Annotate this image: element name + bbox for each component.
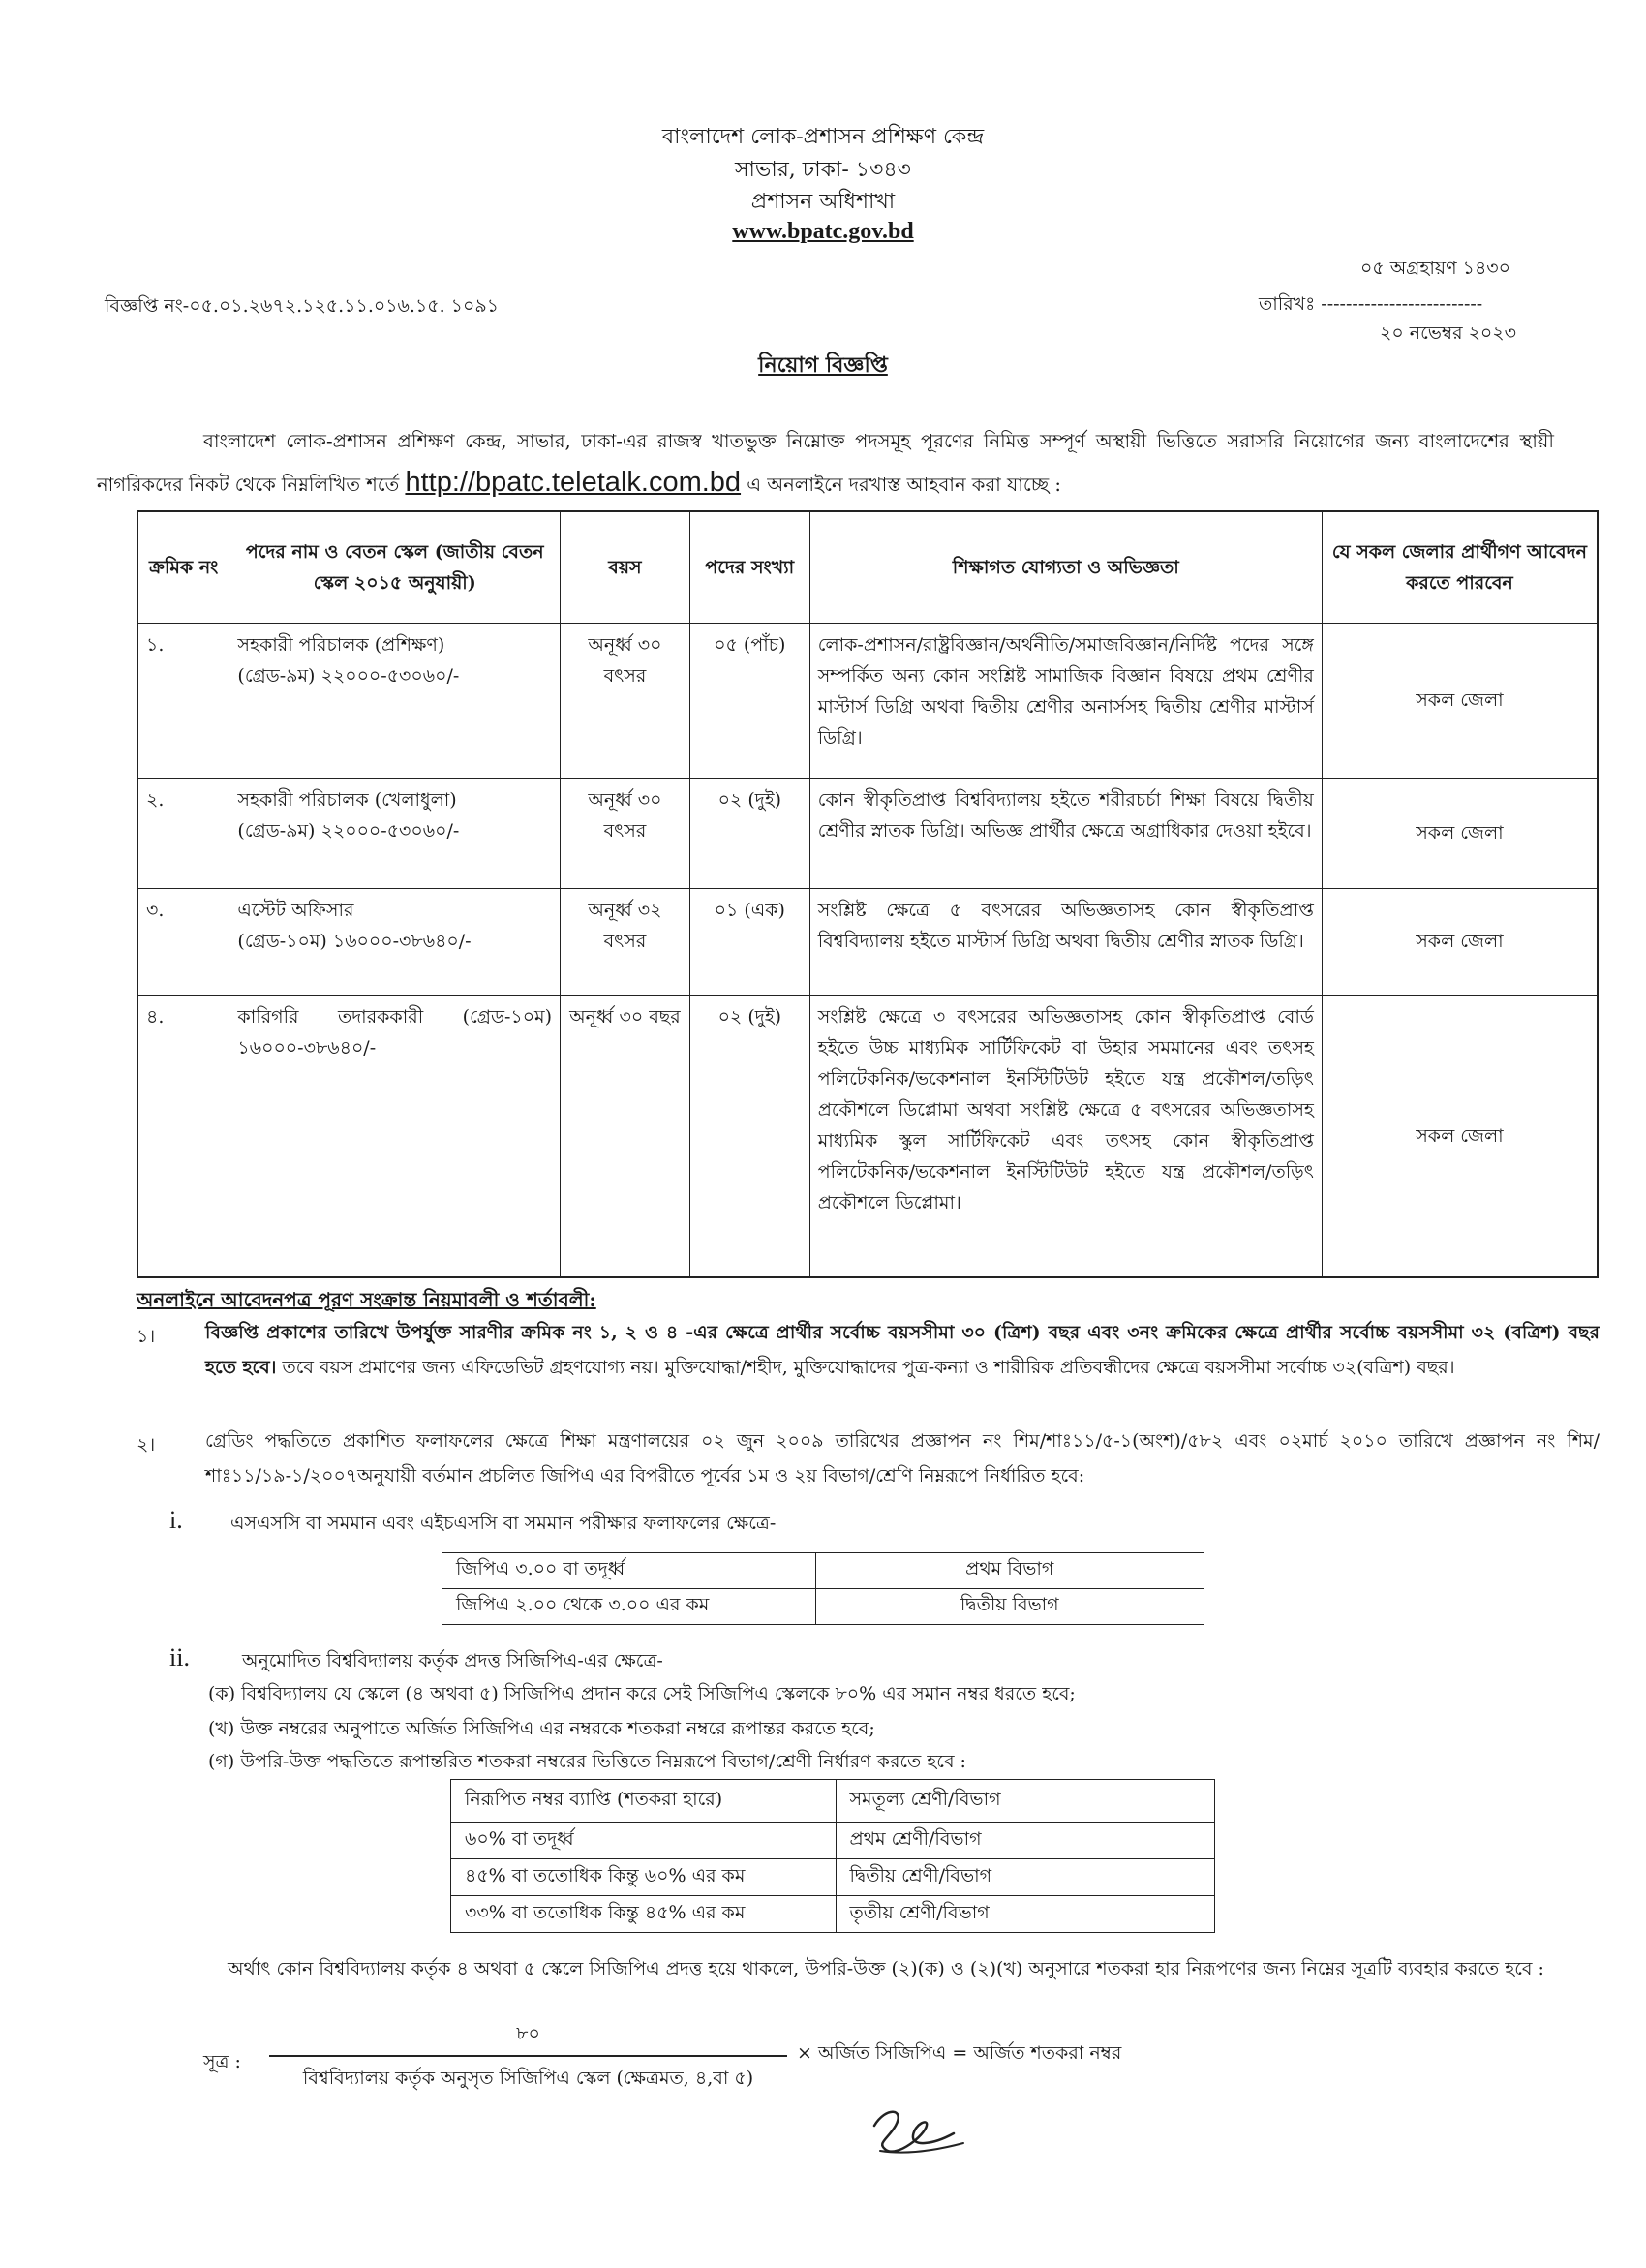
table-row: [137, 888, 1598, 995]
gpa-division-table: [442, 1552, 1204, 1625]
formula-result: × অর্জিত সিজিপিএ = অর্জিত শতকরা নম্বর: [797, 2042, 1122, 2064]
post-grade: (গ্রেড-৯ম) ২২০০০-৫৩০৬০/-: [237, 664, 460, 687]
date-english: ২০ নভেম্বর ২০২৩: [1380, 322, 1516, 344]
rule-1-rest: তবে বয়স প্রমাণের জন্য এফিডেভিট গ্রহণযোগ্য নয়। মুক্তিযোদ্ধা/শহীদ, মুক্তিযোদ্ধাদের পুত্র-কন্যা ও শারীরিক প্রতিবন্ধীদের ক্ষেত্রে বয়সসীমা সর্বোচ্চ ৩২(বত্রিশ) বছর।: [276, 1357, 1455, 1378]
header-serial: ক্রমিক নং: [137, 511, 229, 623]
table-row: [442, 1589, 1204, 1625]
cell-count: ০২ (দুই): [689, 995, 809, 1277]
vacancy-table: [137, 510, 1599, 1278]
notice-title: নিয়োগ বিজ্ঞপ্তি: [758, 352, 888, 378]
intro-text: বাংলাদেশ লোক-প্রশাসন প্রশিক্ষণ কেন্দ্র, সাভার, ঢাকা-এর রাজস্ব খাতভুক্ত নিম্নোক্ত পদসমূহ পূরণের নিমিত্ত সম্পূর্ণ অস্থায়ী ভিত্তিতে সরাসরি নিয়োগের জন্য বাংলাদেশের স্থায়ী নাগরিকদের নিকট থেকে নিম্নলিখিত শর্তে: [97, 430, 1554, 496]
header-age: বয়স: [561, 511, 690, 623]
website-wrap: [0, 219, 1646, 245]
website-link[interactable]: www.bpatc.gov.bd: [732, 219, 914, 244]
cell-post: [229, 888, 561, 995]
class: দ্বিতীয় শ্রেণী/বিভাগ: [836, 1859, 1215, 1896]
formula-note: অর্থাৎ কোন বিশ্ববিদ্যালয় কর্তৃক ৪ অথবা ৫ স্কেলে সিজিপিএ প্রদত্ত হয়ে থাকলে, উপরি-উক্ত (২)(ক) ও (২)(খ) অনুসারে শতকরা হার নিরূপণের জন্য নিম্নের সূত্রটি ব্যবহার করতে হবে :: [228, 1958, 1544, 1979]
cell-count: ০২ (দুই): [689, 778, 809, 888]
rules-heading: অনলাইনে আবেদনপত্র পূরণ সংক্রান্ত নিয়মাবলী ও শর্তাবলী:: [137, 1288, 596, 1311]
formula-label: সূত্র :: [203, 2051, 241, 2072]
date-label: তারিখঃ --------------------------: [1259, 293, 1483, 315]
table-row: [442, 1553, 1204, 1589]
date-bangla: ০৫ অগ্রহায়ণ ১৪৩০: [1360, 258, 1510, 279]
cell-qualification: লোক-প্রশাসন/রাষ্ট্রবিজ্ঞান/অর্থনীতি/সমাজবিজ্ঞান/নির্দিষ্ট পদের সঙ্গে সম্পর্কিত অন্য কোন সংশ্লিষ্ট সামাজিক বিজ্ঞান বিষয়ে প্রথম শ্রেণীর মাস্টার্স ডিগ্রি অথবা দ্বিতীয় শ্রেণীর অনার্সসহ দ্বিতীয় শ্রেণীর মাস্টার্স ডিগ্রি।: [809, 623, 1322, 778]
fraction-line: [269, 2055, 787, 2057]
intro-text-end: এ অনলাইনে দরখাস্ত আহবান করা যাচ্ছে :: [741, 474, 1061, 496]
post-name: সহকারী পরিচালক (খেলাধুলা): [237, 788, 457, 811]
branch-name: প্রশাসন অধিশাখা: [750, 190, 896, 214]
cell-qualification: সংশ্লিষ্ট ক্ষেত্রে ৫ বৎসরের অভিজ্ঞতাসহ কোন স্বীকৃতিপ্রাপ্ত বিশ্ববিদ্যালয় হইতে মাস্টার্স ডিগ্রি অথবা দ্বিতীয় শ্রেণীর স্নাতক ডিগ্রি।: [809, 888, 1322, 995]
memo-number: বিজ্ঞপ্তি নং-০৫.০১.২৬৭২.১২৫.১১.০১৬.১৫. ১০৯১: [105, 295, 500, 317]
cell-district: সকল জেলা: [1322, 888, 1598, 995]
organization-name: বাংলাদেশ লোক-প্রশাসন প্রশিক্ষণ কেন্দ্র: [661, 125, 985, 149]
rule-number: ২।: [137, 1434, 156, 1456]
class: তৃতীয় শ্রেণী/বিভাগ: [836, 1896, 1215, 1933]
post-grade: (গ্রেড-৯ম) ২২০০০-৫৩০৬০/-: [237, 819, 460, 842]
header-qualification: শিক্ষাগত যোগ্যতা ও অভিজ্ঞতা: [809, 511, 1322, 623]
cell-qualification: কোন স্বীকৃতিপ্রাপ্ত বিশ্ববিদ্যালয় হইতে শরীরচর্চা শিক্ষা বিষয়ে দ্বিতীয় শ্রেণীর স্নাতক ডিগ্রি। অভিজ্ঞ প্রার্থীর ক্ষেত্রে অগ্রাধিকার দেওয়া হইবে।: [809, 778, 1322, 888]
sub-ii-point: (ক) বিশ্ববিদ্যালয় যে স্কেলে (৪ অথবা ৫) সিজিপিএ প্রদান করে সেই সিজিপিএ স্কেলকে ৮০% এর সমান নম্বর ধরতে হবে;: [208, 1683, 1076, 1704]
cell-age: অনূর্ধ্ব ৩০ বৎসর: [561, 778, 690, 888]
cell-serial: ৪.: [137, 995, 229, 1277]
intro-paragraph: [97, 421, 1554, 506]
range: ৬০% বা তদূর্ধ্ব: [451, 1823, 837, 1859]
gpa-range: জিপিএ ৩.০০ বা তদূর্ধ্ব: [442, 1553, 816, 1589]
cell-post: [229, 995, 561, 1277]
cell-qualification: সংশ্লিষ্ট ক্ষেত্রে ৩ বৎসরের অভিজ্ঞতাসহ কোন স্বীকৃতিপ্রাপ্ত বোর্ড হইতে উচ্চ মাধ্যমিক সার্টিফিকেট বা উহার সমমানের এবং তৎসহ পলিটেকনিক/ভকেশনাল ইনস্টিটিউট হইতে যন্ত্র প্রকৌশল/তড়িৎ প্রকৌশলে ডিপ্লোমা অথবা সংশ্লিষ্ট ক্ষেত্রে ৫ বৎসরের অভিজ্ঞতাসহ মাধ্যমিক স্কুল সার্টিফিকেট এবং তৎসহ কোন স্বীকৃতিপ্রাপ্ত পলিটেকনিক/ভকেশনাল ইনস্টিটিউট হইতে যন্ত্র প্রকৌশল/তড়িৎ প্রকৌশলে ডিপ্লোমা।: [809, 995, 1322, 1277]
cell-post: [229, 623, 561, 778]
cell-serial: ৩.: [137, 888, 229, 995]
cell-district: সকল জেলা: [1322, 995, 1598, 1277]
table-row: [137, 995, 1598, 1277]
cell-post: [229, 778, 561, 888]
table-header-row: [137, 511, 1598, 623]
sub-ii-point: (গ) উপরি-উক্ত পদ্ধতিতে রূপান্তরিত শতকরা নম্বরের ভিত্তিতে নিম্নরূপে বিভাগ/শ্রেণী নির্ধারণ করতে হবে :: [208, 1751, 966, 1772]
post-name: সহকারী পরিচালক (প্রশিক্ষণ): [237, 633, 445, 656]
post-name: এস্টেট অফিসার: [237, 899, 354, 921]
post-name: কারিগরি তদারককারী (গ্রেড-১০ম) ১৬০০০-৩৮৬৪০/-: [237, 1005, 553, 1058]
division: প্রথম বিভাগ: [815, 1553, 1204, 1589]
signature-icon: [857, 2097, 973, 2174]
cell-age: অনূর্ধ্ব ৩০ বৎসর: [561, 623, 690, 778]
cell-age: অনূর্ধ্ব ৩২ বৎসর: [561, 888, 690, 995]
sub-ii-label: ii.: [169, 1643, 190, 1671]
range: ৪৫% বা ততোধিক কিন্তু ৬০% এর কম: [451, 1859, 837, 1896]
sub-ii-point: (খ) উক্ত নম্বরের অনুপাতে অর্জিত সিজিপিএ এর নম্বরকে শতকরা নম্বরে রূপান্তর করতে হবে;: [208, 1718, 875, 1739]
range: ৩৩% বা ততোধিক কিন্তু ৪৫% এর কম: [451, 1896, 837, 1933]
cell-count: ০৫ (পাঁচ): [689, 623, 809, 778]
rule-1-bold: বিজ্ঞপ্তি প্রকাশের তারিখে উপর্যুক্ত সারণীর ক্রমিক নং ১, ২ ও ৪ -এর ক্ষেত্রে প্রার্থীর সর্বোচ্চ বয়সসীমা ৩০ (ত্রিশ) বছর এবং ৩নং ক্রমিকের ক্ষেত্রে প্রার্থীর সর্বোচ্চ বয়সসীমা ৩২ (বত্রিশ) বছর হতে হবে।: [205, 1322, 1600, 1378]
formula-numerator: ৮০: [516, 2023, 540, 2044]
sub-i-label: i.: [169, 1506, 183, 1534]
class: প্রথম শ্রেণী/বিভাগ: [836, 1823, 1215, 1859]
table-row: [451, 1823, 1215, 1859]
class: সমতূল্য শ্রেণী/বিভাগ: [836, 1780, 1215, 1823]
cell-district: সকল জেলা: [1322, 778, 1598, 888]
sub-ii-text: অনুমোদিত বিশ্ববিদ্যালয় কর্তৃক প্রদত্ত সিজিপিএ-এর ক্ষেত্রে-: [242, 1650, 663, 1671]
rule-1-text: [205, 1315, 1600, 1385]
sub-i-text: এসএসসি বা সমমান এবং এইচএসসি বা সমমান পরীক্ষার ফলাফলের ক্ষেত্রে-: [230, 1513, 777, 1534]
table-row: [451, 1896, 1215, 1933]
rule-2-text: গ্রেডিং পদ্ধতিতে প্রকাশিত ফলাফলের ক্ষেত্রে শিক্ষা মন্ত্রণালয়ের ০২ জুন ২০০৯ তারিখের প্রজ্ঞাপন নং শিম/শাঃ১১/৫-১(অংশ)/৫৮২ এবং ০২মার্চ ২০১০ তারিখে প্রজ্ঞাপন নং শিম/শাঃ১১/১৯-১/২০০৭অনুযায়ী বর্তমান প্রচলিত জিপিএ এর বিপরীতে পূর্বের ১ম ও ২য় বিভাগ/শ্রেণি নিম্নরূপে নির্ধারিত হবে:: [205, 1430, 1600, 1486]
cgpa-class-table: [450, 1779, 1215, 1933]
post-grade: (গ্রেড-১০ম) ১৬০০০-৩৮৬৪০/-: [237, 930, 472, 952]
organization-address: সাভার, ঢাকা- ১৩৪৩: [735, 158, 911, 182]
application-url[interactable]: http://bpatc.teletalk.com.bd: [405, 467, 742, 498]
table-row: [137, 778, 1598, 888]
rule-number: ১।: [137, 1326, 156, 1347]
gpa-range: জিপিএ ২.০০ থেকে ৩.০০ এর কম: [442, 1589, 816, 1625]
range: নিরূপিত নম্বর ব্যাপ্তি (শতকরা হারে): [451, 1780, 837, 1823]
formula-denominator: বিশ্ববিদ্যালয় কর্তৃক অনুসৃত সিজিপিএ স্কেল (ক্ষেত্রমত, ৪,বা ৫): [302, 2068, 754, 2089]
table-row: [451, 1859, 1215, 1896]
header-district: যে সকল জেলার প্রার্থীগণ আবেদন করতে পারবেন: [1322, 511, 1598, 623]
table-row: [451, 1780, 1215, 1823]
cell-serial: ১.: [137, 623, 229, 778]
cell-age: অনূর্ধ্ব ৩০ বছর: [561, 995, 690, 1277]
cell-count: ০১ (এক): [689, 888, 809, 995]
table-row: [137, 623, 1598, 778]
header-post: পদের নাম ও বেতন স্কেল (জাতীয় বেতন স্কেল ২০১৫ অনুযায়ী): [229, 511, 561, 623]
division: দ্বিতীয় বিভাগ: [815, 1589, 1204, 1625]
cell-district: সকল জেলা: [1322, 623, 1598, 778]
cell-serial: ২.: [137, 778, 229, 888]
header-count: পদের সংখ্যা: [689, 511, 809, 623]
